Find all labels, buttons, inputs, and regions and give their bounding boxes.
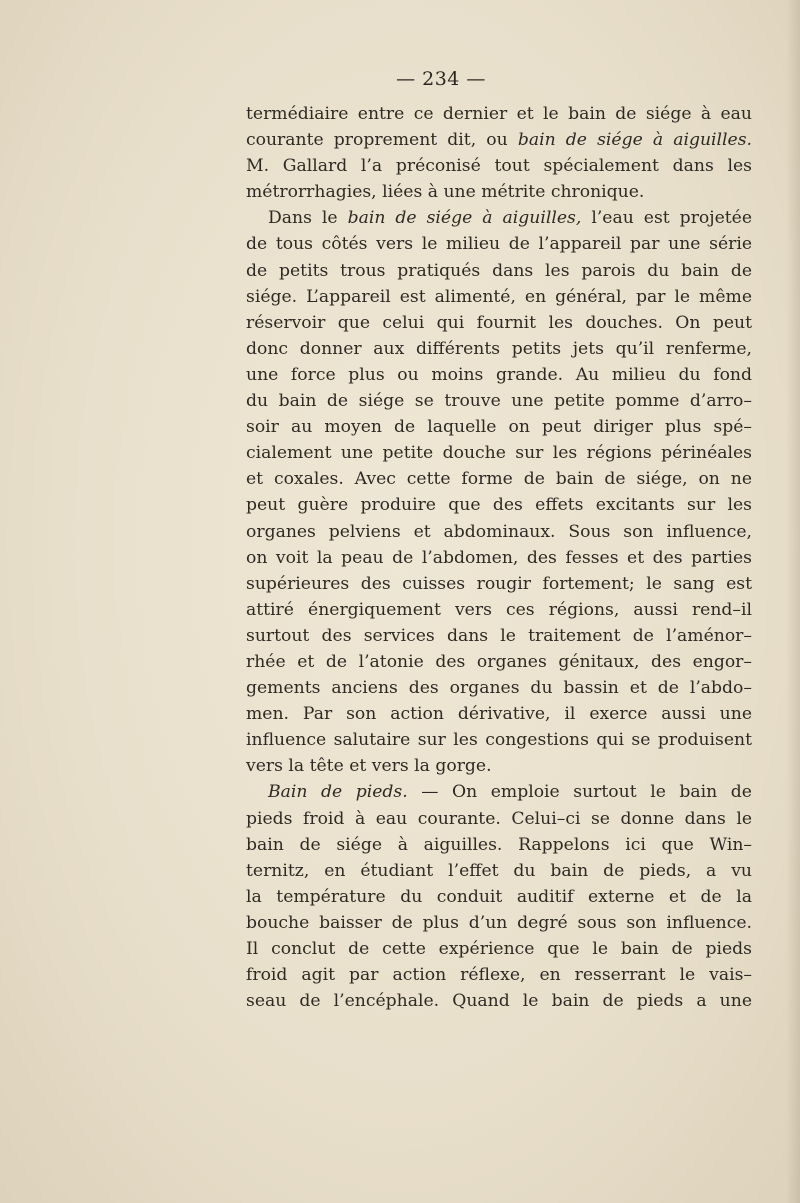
text-line	[246, 466, 752, 492]
text-line	[246, 492, 752, 518]
page-number-text: — 234 —	[396, 68, 486, 90]
text-line	[246, 571, 752, 597]
text-run: soir au moyen de laquelle on peut diriger plus spé–	[246, 417, 752, 438]
text-line	[246, 727, 752, 753]
italic-text: Bain de pieds.	[268, 782, 408, 803]
text-line	[246, 336, 752, 362]
text-run: termédiaire entre ce dernier et le bain de siége à eau	[246, 104, 752, 124]
text-line	[246, 310, 752, 336]
text-line	[246, 127, 752, 153]
text-run: bain de siége à aiguilles. Rappelons ici que Win–	[246, 834, 752, 855]
text-run: — On emploie surtout le bain de	[407, 782, 752, 803]
text-line	[246, 858, 752, 884]
text-run: bouche baisser de plus d’un degré sous son influence.	[246, 912, 752, 933]
text-run: de tous côtés vers le milieu de l’appareil par une série	[246, 234, 752, 255]
text-line	[246, 649, 752, 675]
text-line	[246, 936, 752, 962]
page-number	[0, 68, 800, 90]
text-line	[246, 779, 752, 805]
text-line	[246, 101, 752, 127]
body-text	[246, 101, 752, 1014]
text-run: men. Par son action dérivative, il exerce aussi une	[246, 704, 752, 725]
text-run: métrorrhagies, liées à une métrite chronique.	[246, 182, 645, 203]
text-run: seau de l’encéphale. Quand le bain de pieds a une	[246, 991, 752, 1012]
text-run: supérieures des cuisses rougir fortement; le sang est	[246, 573, 752, 594]
text-run: courante proprement dit, ou	[246, 130, 518, 151]
text-run: réservoir que celui qui fournit les douches. On peut	[246, 312, 752, 333]
text-line	[246, 675, 752, 701]
text-run: pieds froid à eau courante. Celui–ci se donne dans le	[246, 808, 752, 829]
text-line	[246, 179, 752, 205]
italic-text: bain de siége à aiguilles,	[347, 208, 582, 229]
text-run: organes pelviens et abdominaux. Sous son influence,	[246, 521, 752, 542]
text-line	[246, 962, 752, 988]
text-run: froid agit par action réflexe, en resserrant le vais–	[246, 965, 752, 986]
text-run: l’eau est projetée	[581, 208, 753, 229]
text-run: donc donner aux différents petits jets qu’il renferme,	[246, 338, 752, 359]
text-line	[246, 597, 752, 623]
text-run: attiré énergiquement vers ces régions, aussi rend–il	[246, 599, 752, 620]
text-run: peut guère produire que des effets excitants sur les	[246, 495, 752, 516]
text-run: Dans le	[268, 208, 348, 229]
text-line	[246, 832, 752, 858]
text-line	[246, 623, 752, 649]
text-run: gements anciens des organes du bassin et de l’abdo–	[246, 678, 752, 699]
text-line	[246, 701, 752, 727]
text-line	[246, 231, 752, 257]
text-line	[246, 284, 752, 310]
text-run: M. Gallard l’a préconisé tout spécialement dans les	[246, 156, 752, 177]
text-run: une force plus ou moins grande. Au milieu du fond	[246, 364, 752, 385]
text-run: siége. L’appareil est alimenté, en général, par le même	[246, 286, 752, 307]
text-run: la température du conduit auditif externe et de la	[246, 886, 752, 907]
text-line	[246, 910, 752, 936]
text-run: influence salutaire sur les congestions qui se produisent	[246, 730, 752, 751]
text-line	[246, 884, 752, 910]
text-run: on voit la peau de l’abdomen, des fesses et des parties	[246, 547, 752, 568]
text-line	[246, 806, 752, 832]
text-run: rhée et de l’atonie des organes génitaux, des engor–	[246, 651, 752, 672]
text-line	[246, 388, 752, 414]
text-run: surtout des services dans le traitement de l’aménor–	[246, 625, 752, 646]
text-line	[246, 258, 752, 284]
text-run: Il conclut de cette expérience que le bain de pieds	[246, 939, 752, 959]
text-line	[246, 440, 752, 466]
text-line	[246, 519, 752, 545]
italic-text: bain de siége à aiguilles.	[517, 130, 752, 151]
text-line	[246, 362, 752, 388]
text-line	[246, 988, 752, 1014]
text-run: ternitz, en étudiant l’effet du bain de pieds, a vu	[246, 860, 752, 881]
text-run: de petits trous pratiqués dans les parois du bain de	[246, 260, 752, 281]
text-run: vers la tête et vers la gorge.	[246, 756, 492, 777]
text-line	[246, 753, 752, 779]
text-line	[246, 205, 752, 231]
text-run: et coxales. Avec cette forme de bain de siége, on ne	[246, 469, 752, 490]
text-run: cialement une petite douche sur les régions périnéales	[246, 443, 752, 464]
text-run: du bain de siége se trouve une petite pomme d’arro–	[246, 391, 752, 412]
page-edge-shadow	[786, 0, 800, 1203]
text-line	[246, 414, 752, 440]
text-line	[246, 545, 752, 571]
text-line	[246, 153, 752, 179]
